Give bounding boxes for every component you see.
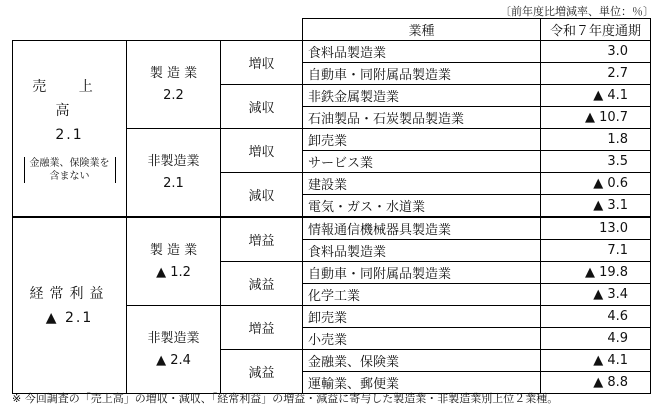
industry-value: 4.6 bbox=[541, 306, 651, 328]
industry-value: ▲ 19.8 bbox=[541, 262, 651, 284]
industry-name: 食料品製造業 bbox=[303, 240, 541, 262]
industry-name: 情報通信機械器具製造業 bbox=[303, 217, 541, 240]
sales-segment-cell bbox=[13, 41, 127, 218]
profit-label: 経常利益 bbox=[29, 285, 110, 302]
table-row bbox=[13, 217, 651, 240]
sales-label: 売 上 高 bbox=[32, 78, 107, 119]
sales-non-manufacturing-value: 2.1 bbox=[163, 175, 184, 191]
industry-name: 建設業 bbox=[303, 173, 541, 195]
industry-value: 7.1 bbox=[541, 240, 651, 262]
industry-name: 運輸業、郵便業 bbox=[303, 372, 541, 394]
sales-non-manufacturing-cell bbox=[127, 129, 221, 218]
profit-value: ▲ 2.1 bbox=[45, 309, 94, 326]
header-industry: 業種 bbox=[303, 19, 541, 41]
industry-value: 4.9 bbox=[541, 328, 651, 350]
industry-name: 電気・ガス・水道業 bbox=[303, 195, 541, 218]
industry-value: 13.0 bbox=[541, 217, 651, 240]
industry-name: 自動車・同附属品製造業 bbox=[303, 63, 541, 85]
footnote: ※ 今回調査の「売上高」の増収・減収、「経常利益」の増益・減益に寄与した製造業・非製造業別上位２業種。 bbox=[12, 392, 559, 405]
industry-name: 石油製品・石炭製品製造業 bbox=[303, 107, 541, 129]
header-row bbox=[13, 19, 651, 41]
profit-manufacturing-value: ▲ 1.2 bbox=[156, 264, 191, 280]
header-forecast: 令和７年度通期 bbox=[541, 19, 651, 41]
unit-note: 〔前年度比増減率、単位：％〕 bbox=[500, 5, 654, 18]
profit-mfg-increase-label: 増益 bbox=[221, 217, 303, 262]
industry-name: 食料品製造業 bbox=[303, 41, 541, 63]
profit-non-manufacturing-cell bbox=[127, 306, 221, 394]
sales-value: 2.1 bbox=[55, 126, 84, 143]
sales-nonmfg-decrease-label: 減収 bbox=[221, 173, 303, 218]
industry-value: ▲ 0.6 bbox=[541, 173, 651, 195]
table-row bbox=[13, 41, 651, 63]
sales-nonmfg-increase-label: 増収 bbox=[221, 129, 303, 173]
profit-nonmfg-increase-label: 増益 bbox=[221, 306, 303, 350]
sales-manufacturing-value: 2.2 bbox=[163, 87, 184, 103]
forecast-table bbox=[12, 18, 651, 394]
industry-name: 自動車・同附属品製造業 bbox=[303, 262, 541, 284]
industry-value: ▲ 10.7 bbox=[541, 107, 651, 129]
industry-value: ▲ 8.8 bbox=[541, 372, 651, 394]
profit-mfg-decrease-label: 減益 bbox=[221, 262, 303, 306]
industry-value: ▲ 3.4 bbox=[541, 284, 651, 306]
industry-value: 3.0 bbox=[541, 41, 651, 63]
profit-manufacturing-cell bbox=[127, 217, 221, 306]
sales-mfg-decrease-label: 減収 bbox=[221, 85, 303, 129]
profit-manufacturing-label: 製 造 業 bbox=[149, 242, 198, 258]
industry-name: 非鉄金属製造業 bbox=[303, 85, 541, 107]
sales-scope-note: 金融業、保険業を 含まない bbox=[24, 157, 116, 183]
profit-nonmfg-decrease-label: 減益 bbox=[221, 350, 303, 394]
industry-name: サービス業 bbox=[303, 151, 541, 173]
industry-value: ▲ 3.1 bbox=[541, 195, 651, 218]
sales-mfg-increase-label: 増収 bbox=[221, 41, 303, 85]
industry-name: 卸売業 bbox=[303, 306, 541, 328]
industry-name: 化学工業 bbox=[303, 284, 541, 306]
sales-manufacturing-label: 製 造 業 bbox=[149, 65, 198, 81]
sales-non-manufacturing-label: 非製造業 bbox=[147, 153, 200, 169]
industry-value: 1.8 bbox=[541, 129, 651, 151]
industry-value: 3.5 bbox=[541, 151, 651, 173]
profit-non-manufacturing-value: ▲ 2.4 bbox=[156, 352, 191, 368]
industry-value: 2.7 bbox=[541, 63, 651, 85]
industry-name: 金融業、保険業 bbox=[303, 350, 541, 372]
profit-non-manufacturing-label: 非製造業 bbox=[147, 330, 200, 346]
industry-value: ▲ 4.1 bbox=[541, 350, 651, 372]
sales-manufacturing-cell bbox=[127, 41, 221, 129]
profit-segment-cell bbox=[13, 217, 127, 394]
industry-name: 小売業 bbox=[303, 328, 541, 350]
industry-name: 卸売業 bbox=[303, 129, 541, 151]
industry-value: ▲ 4.1 bbox=[541, 85, 651, 107]
